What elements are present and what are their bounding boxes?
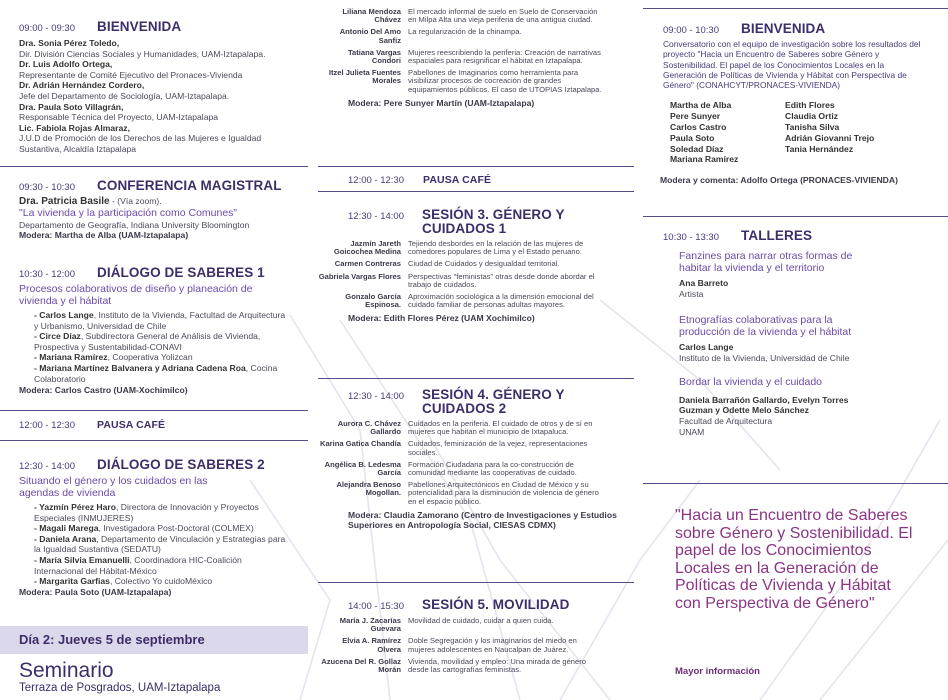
moderator: Modera y comenta: Adolfo Ortega (PRONACES-VIVIENDA) bbox=[660, 175, 898, 186]
talk-item: Aurora C. Chávez Gallardo Cuidados en la periferia. El cuidado de otros y de sí en mujeres que habitan el municipio de Ixtapaluca. bbox=[337, 419, 593, 437]
speaker-name: Lic. Fabiola Rojas Almaraz, bbox=[19, 122, 130, 133]
divider bbox=[318, 166, 634, 167]
section-title: BIENVENIDA bbox=[741, 21, 826, 36]
seminar-place: Terraza de Posgrados, UAM-Iztapalapa bbox=[19, 682, 221, 694]
talk-item: Liliana Mendoza Chávez El mercado informal de suelo en Suelo de Conservación en Milpa Alta una vieja periferia de una antigua ciudad. bbox=[342, 7, 598, 25]
talk-item: María J. Zacarías Guevara Movilidad de cuidado, cuidar a quien cuida. bbox=[339, 616, 554, 634]
time-label: 09:30 - 10:30 bbox=[19, 182, 75, 193]
divider bbox=[0, 440, 308, 441]
list-item: - Yazmín Pérez Haro, Directora de Innovación y Proyectos Especiales (INMUJERES) bbox=[34, 502, 259, 523]
talk-item: Angélica B. Ledesma García Formación Ciudadana para la co-construcción de comunidad mediante las cooperativas de cuidado. bbox=[324, 459, 577, 478]
time-label: 09:00 - 09:30 bbox=[19, 23, 75, 34]
moderator: Modera: Pere Sunyer Martín (UAM-Iztapalapa) bbox=[348, 97, 535, 108]
section-talleres bbox=[663, 228, 928, 437]
section-title: PAUSA CAFÉ bbox=[97, 419, 166, 431]
via-label: - (Vía zoom). bbox=[109, 196, 162, 206]
session-5 bbox=[318, 597, 634, 678]
list-item: - Daniela Arana, Departamento de Vinculación y Estrategias para la Igualdad Sustantiva (SEDATU) bbox=[34, 533, 286, 555]
time-label: 14:00 - 15:30 bbox=[348, 601, 404, 612]
section-title: SESIÓN 3. GÉNERO Y CUIDADOS 1 bbox=[422, 207, 565, 236]
list-item: - Carlos Lange, Instituto de la Vivienda, Factultad de Arquitectura y Urbanismo, Universidad de Chile bbox=[34, 310, 286, 331]
section-description: Conversatorio con el equipo de investigación sobre los resultados del proyecto "Hacia un Encuentro de Saberes sobre Género y Sostenibilidad. El papel de los Conocimientos Locales en la Generación de Políticas de Vivienda y Hábitat con Perspectiva de Género" (CONAHCYT/PRONACES-VIVIENDA) bbox=[663, 39, 921, 91]
talk-item: Gabriela Vargas Flores Perspectivas "feministas" otras desde donde abordar el trabajo de cuidados. bbox=[318, 271, 595, 289]
section-title: CONFERENCIA MAGISTRAL bbox=[97, 178, 282, 193]
talk-item: Jazmín Jareth Goicochea Medina Tejiendo desbordes en la relación de las mujeres de comedores populares de Lima y el Estado peruano. bbox=[333, 239, 584, 257]
divider bbox=[643, 483, 948, 484]
time-label: 10:30 - 12:00 bbox=[19, 269, 75, 280]
divider bbox=[643, 8, 948, 9]
section-title: SESIÓN 5. MOVILIDAD bbox=[422, 597, 570, 612]
time-label: 10:30 - 13:30 bbox=[663, 232, 719, 243]
talk-item: Tatiana Vargas Condori Mujeres reescribiendo la periferia: Creación de narrativas espaciales para resignificar el hábitat en Iztapalapa. bbox=[347, 47, 601, 66]
workshop-item: Etnografías colaborativas para la producción de la vivienda y el hábitat Carlos Lange Instituto de la Vivienda, Universidad de Chile bbox=[679, 314, 852, 363]
time-label: 12:30 - 14:00 bbox=[19, 461, 75, 472]
talk-item: Gonzalo García Espinosa. Aproximación sociológica a la dimensión emocional del cuidado familiar de personas adultas mayores. bbox=[345, 292, 594, 310]
speaker-name: Dra. Paula Soto Villagrán, bbox=[19, 101, 124, 112]
section-title: SESIÓN 4. GÉNERO Y CUIDADOS 2 bbox=[422, 387, 565, 416]
speaker-name: Dra. Patricia Basile bbox=[19, 196, 110, 207]
speaker-role: J.U.D de Promoción de los Derechos de las Mujeres e Igualdad Sustantiva, Alcaldía Iztapalapa bbox=[19, 133, 262, 154]
section-dialogo-1 bbox=[19, 265, 289, 396]
day2-label: Día 2: Jueves 5 de septiembre bbox=[19, 632, 205, 647]
divider bbox=[643, 216, 948, 217]
seminar-block bbox=[19, 660, 220, 694]
section-title: TALLERES bbox=[741, 228, 813, 243]
moderator: Modera: Carlos Castro (UAM-Xochimilco) bbox=[19, 385, 188, 396]
divider bbox=[0, 166, 308, 167]
section-title: DIÁLOGO DE SABERES 2 bbox=[97, 457, 265, 472]
section-dialogo-2 bbox=[19, 457, 289, 597]
section-pausa bbox=[348, 174, 491, 186]
moderator: Modera: Paula Soto (UAM-Iztapalapa) bbox=[19, 586, 172, 597]
session-3 bbox=[318, 208, 634, 324]
section-title: PAUSA CAFÉ bbox=[423, 174, 492, 186]
divider bbox=[318, 191, 634, 192]
speaker-role: Representante de Comité Ejecutivo del Pronaces-Vivienda bbox=[19, 69, 243, 80]
section-conferencia bbox=[19, 178, 305, 241]
session-top-talks bbox=[318, 8, 634, 108]
section-title: BIENVENIDA bbox=[97, 19, 182, 34]
talk-title: "La vivienda y la participación como Comunes" bbox=[19, 207, 238, 219]
talk-item: Karina Gatica Chandía Cuidados, feminización de la vejez, representaciones sociales. bbox=[319, 439, 588, 457]
moderator: Modera: Edith Flores Pérez (UAM Xochimilco) bbox=[348, 313, 535, 324]
session-4 bbox=[318, 388, 634, 531]
speaker-role: Dir. División Ciencias Sociales y Humanidades, UAM-Iztapalapa. bbox=[19, 48, 266, 59]
moderator: Modera: Martha de Alba (UAM-Iztapalapa) bbox=[19, 230, 189, 241]
time-label: 12:30 - 14:00 bbox=[348, 391, 404, 402]
moderator: Modera: Claudia Zamorano (Centro de Investigaciones y Estudios Superiores en Antropología Social, CIESAS CDMX) bbox=[348, 509, 617, 531]
talk-item: Azucena Del R. Gollaz Morán Vivienda, movilidad y empleo: Una mirada de género desde las cartografías feministas. bbox=[321, 656, 586, 675]
speaker-role: Responsable Técnica del Proyecto, UAM-Iztapalapa bbox=[19, 112, 219, 123]
talk-item: Alejandra Benoso Mogollan. Pabellones Arquitectónicos en Ciudad de México y su potencialidad para la disminución de violencia de género en el espacio público. bbox=[336, 480, 599, 506]
list-item: - María Silvia Emanuelli, Coordinadora HIC-Coalición Internacional del Hábitat-México bbox=[34, 554, 242, 576]
affiliation: Departamento de Geografía, Indiana University Bloomington bbox=[19, 219, 250, 230]
section-subtitle: Situando el género y los cuidados en las agendas de vivienda bbox=[19, 475, 208, 499]
list-item: - Magali Marega, Investigadora Post-Doctoral (COLMEX) bbox=[34, 523, 254, 534]
list-item: - Margarita Garfias, Colectivo Yo cuidoMéxico bbox=[34, 576, 213, 587]
team-names: Martha de Alba Pere Sunyer Carlos Castro Paula Soto Soledad Díaz Mariana Ramírez Edith Flores Claudia Ortiz Tanisha Silva Adrián Giovanni Trejo Tania Hernández bbox=[670, 100, 875, 165]
list-item: - Mariana Ramírez, Cooperativa Yolizcan bbox=[34, 352, 193, 363]
section-subtitle: Procesos colaborativos de diseño y planeación de vivienda y el hábitat bbox=[19, 283, 253, 307]
workshop-item: Fanzines para narrar otras formas de habitar la vivienda y el territorio Ana Barreto Artista bbox=[679, 250, 853, 299]
time-label: 12:00 - 12:30 bbox=[348, 175, 404, 186]
talk-item: Itzel Julieta Fuentes Morales Pabellones de Imaginarios como herramienta para visibilizar procesos de cocreación de grandes equipamientos públicos. El caso de UTOPIAS Iztapalapa. bbox=[328, 68, 602, 94]
divider bbox=[318, 378, 634, 379]
more-info-link[interactable]: Mayor información bbox=[675, 666, 760, 677]
section-pausa bbox=[19, 419, 165, 431]
workshop-item: Bordar la vivienda y el cuidado Daniela Barrañón Gallardo, Evelyn Torres Guzman y Odette Melo Sánchez Facultad de Arquitectura UNAM bbox=[679, 376, 849, 437]
time-label: 12:30 - 14:00 bbox=[348, 211, 404, 222]
section-bienvenida-2 bbox=[660, 21, 925, 186]
talk-item: Carmen Contreras Ciudad de Cuidados y desigualdad territorial. bbox=[334, 259, 560, 269]
time-label: 09:00 - 10:30 bbox=[663, 25, 719, 36]
day2-banner bbox=[0, 626, 308, 654]
talk-item: Antonio Del Amo Sanfiz La regularización de la chinampa. bbox=[339, 27, 522, 45]
talk-item: Elvia A. Ramírez Olvera Doble Segregación y los imaginarios del miedo en mujeres adolescentes en Naucalpan de Juárez. bbox=[342, 636, 577, 654]
speaker-role: Jefe del Departamento de Sociología, UAM-Iztapalapa. bbox=[19, 90, 230, 101]
project-quote: "Hacia un Encuentro de Saberes sobre Género y Sostenibilidad. El papel de los Conocimientos Locales en la Generación de Políticas de Vivienda y Hábitat con Perspectiva de Género" bbox=[675, 507, 913, 612]
divider bbox=[318, 582, 634, 583]
seminar-title: Seminario bbox=[19, 659, 114, 682]
divider bbox=[0, 410, 308, 411]
list-item: - Mariana Martínez Balvanera y Adriana Cadena Roa, Cocina Colaboratorio bbox=[34, 362, 278, 384]
speaker-name: Dra. Sonia Pérez Toledo, bbox=[19, 38, 120, 48]
speaker-name: Dr. Adrián Hernández Cordero, bbox=[19, 80, 145, 91]
speaker-name: Dr. Luis Adolfo Ortega, bbox=[19, 59, 113, 70]
time-label: 12:00 - 12:30 bbox=[19, 420, 75, 431]
list-item: - Circe Díaz, Subdirectora General de Análisis de Vivienda, Prospectiva y Sustentabilidad-CONAVI bbox=[34, 331, 261, 352]
section-title: DIÁLOGO DE SABERES 1 bbox=[97, 265, 265, 280]
section-bienvenida bbox=[19, 19, 305, 155]
